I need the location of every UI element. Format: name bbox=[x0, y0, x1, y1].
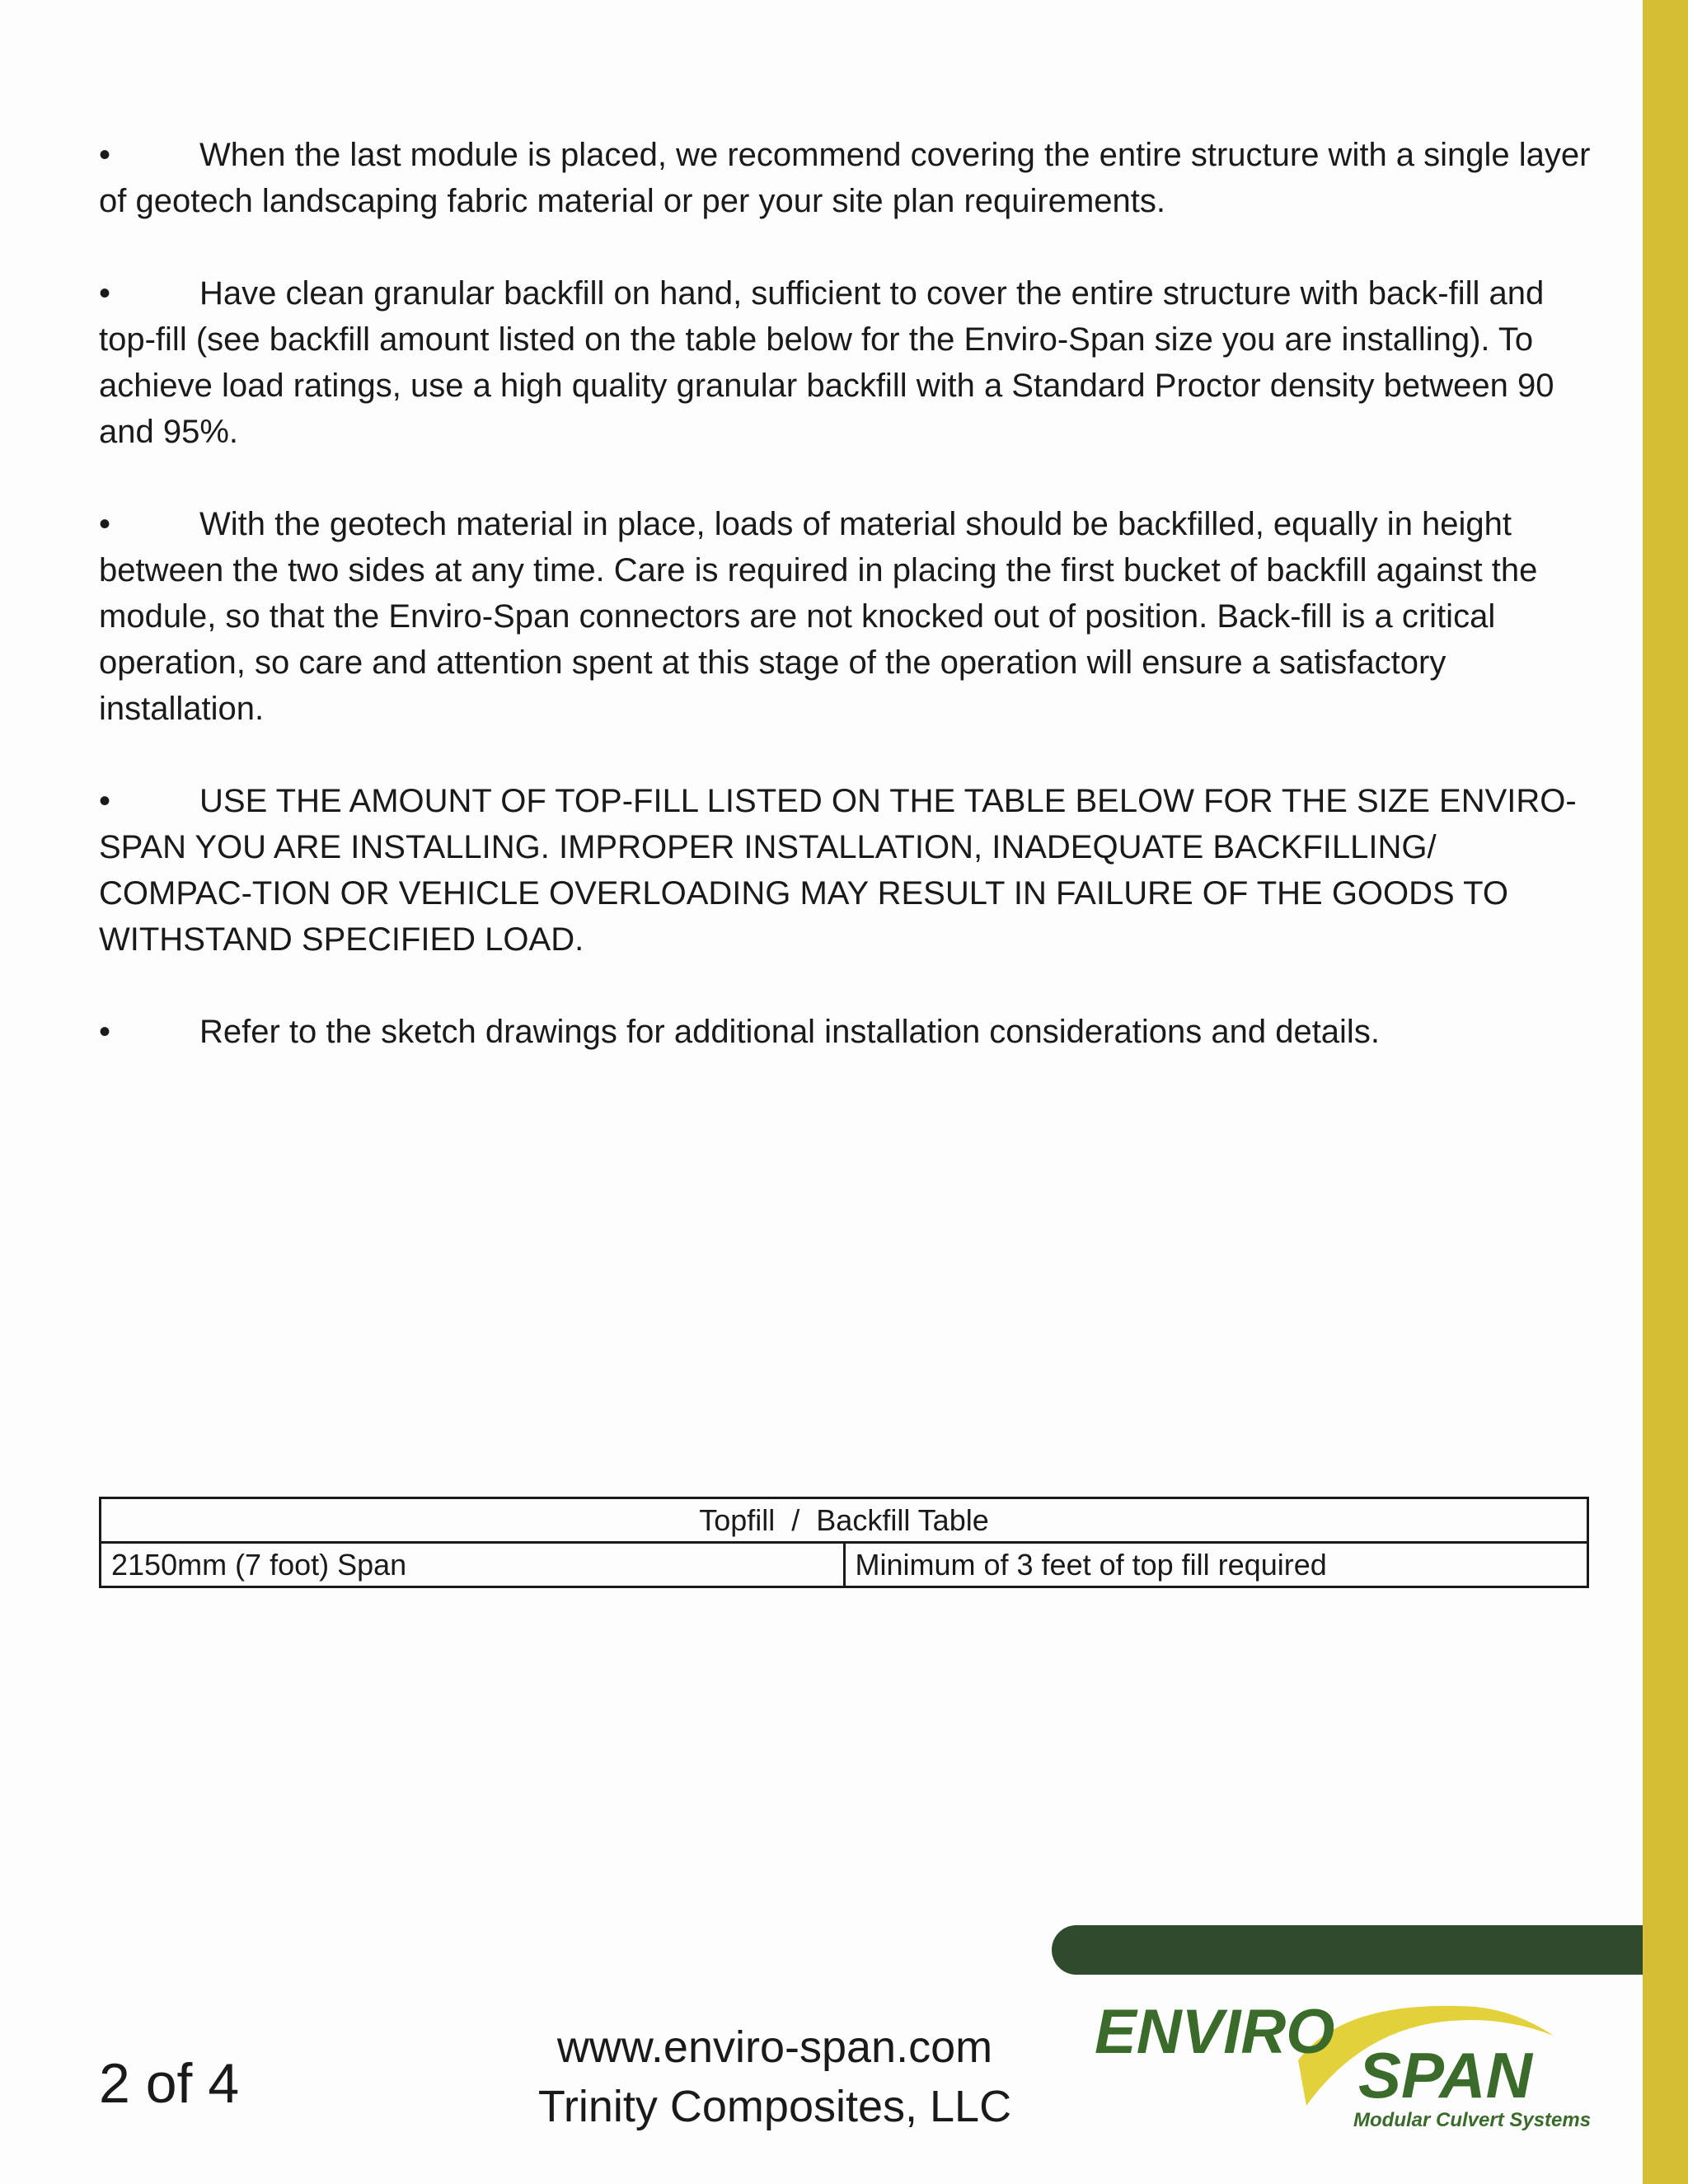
bullet-marker: • bbox=[99, 783, 111, 819]
logo-word-enviro: ENVIRO bbox=[1095, 1997, 1335, 2067]
enviro-span-logo bbox=[1088, 1990, 1599, 2139]
table-header-row bbox=[101, 1498, 1588, 1543]
instructions-body bbox=[99, 132, 1591, 1101]
website-link[interactable]: www.enviro-span.com bbox=[556, 2022, 993, 2072]
bullet-text: Have clean granular backfill on hand, sufficient to cover the entire structure with back-fill and top-fill (see backfill amount listed on the table below for the Enviro-Span size you are installing). To achieve load ratings, use a high quality granular backfill with a Standard Proctor density between 90 and 95%. bbox=[99, 275, 1554, 450]
footer-contact bbox=[511, 2018, 1039, 2136]
bullet-text: With the geotech material in place, loads of material should be backfilled, equally in height between the two sides at any time. Care is required in placing the first bucket of backfill against the module, so that the Enviro-Span connectors are not knocked out of position. Back-fill is a critical operation, so care and attention spent at this stage of the operation will ensure a satisfactory installation. bbox=[99, 506, 1538, 727]
bullet-item bbox=[99, 501, 1591, 732]
bullet-marker: • bbox=[99, 1014, 111, 1050]
logo-tagline: Modular Culvert Systems bbox=[1353, 2109, 1592, 2131]
table-row bbox=[101, 1543, 1588, 1587]
bullet-text: When the last module is placed, we recommend covering the entire structure with a single layer of geotech landscaping fabric material or per your site plan requirements. bbox=[99, 137, 1591, 219]
bullet-item bbox=[99, 270, 1591, 455]
side-accent-stripe bbox=[1643, 0, 1688, 2184]
bullet-marker: • bbox=[99, 275, 111, 312]
table-cell-span: 2150mm (7 foot) Span bbox=[101, 1543, 845, 1587]
bullet-marker: • bbox=[99, 137, 111, 173]
company-name: Trinity Composites, LLC bbox=[537, 2082, 1012, 2131]
bullet-item bbox=[99, 1009, 1591, 1055]
table-title: Topfill / Backfill Table bbox=[101, 1498, 1588, 1543]
logo-word-span: SPAN bbox=[1358, 2039, 1532, 2111]
bullet-text: Refer to the sketch drawings for additional installation considerations and details. bbox=[199, 1014, 1380, 1050]
footer-green-bar bbox=[1052, 1925, 1643, 1975]
bullet-marker: • bbox=[99, 506, 111, 542]
page-number: 2 of 4 bbox=[99, 2052, 240, 2115]
topfill-backfill-table bbox=[99, 1497, 1589, 1588]
bullet-item bbox=[99, 132, 1591, 224]
table-cell-topfill: Minimum of 3 feet of top fill required bbox=[844, 1543, 1588, 1587]
bullet-text: USE THE AMOUNT OF TOP-FILL LISTED ON THE TABLE BELOW FOR THE SIZE ENVIRO-SPAN YOU ARE INSTALLING. IMPROPER INSTALLATION, INADEQUATE BACKFILLING/ COMPAC-TION OR VEHICLE OVERLOADING MAY RESULT IN FAILURE OF THE GOODS TO WITHSTAND SPECIFIED LOAD. bbox=[99, 783, 1577, 958]
bullet-item bbox=[99, 778, 1591, 963]
